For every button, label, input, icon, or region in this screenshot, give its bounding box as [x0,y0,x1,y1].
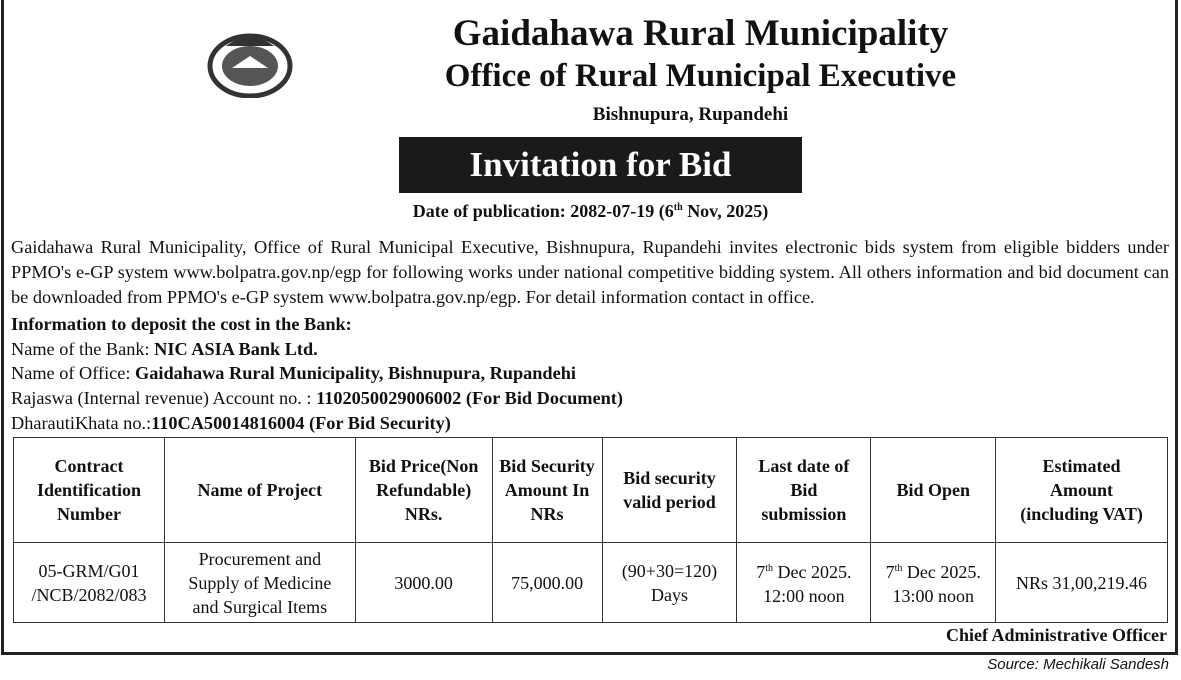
office-title: Office of Rural Municipal Executive [444,58,957,94]
col-header: Bid Open [871,438,996,543]
location: Bishnupura, Rupandehi [592,104,789,125]
col-header: Bid Price(Non Refundable) NRs. [355,438,492,543]
table-row [14,543,1168,623]
col-header: Last date of Bid submission [737,438,871,543]
source-credit: Source: Mechikali Sandesh [987,656,1169,673]
cell-estimate: NRs 31,00,219.46 [996,543,1168,623]
col-header: Name of Project [164,438,355,543]
cell-bid-open: 7th Dec 2025. 13:00 noon [871,543,996,623]
invitation-banner: Invitation for Bid [399,137,802,193]
cell-contract: 05-GRM/G01 /NCB/2082/083 [14,543,165,623]
col-header: Bid security valid period [602,438,737,543]
col-header: Bid Security Amount In NRs [492,438,602,543]
intro-paragraph: Gaidahawa Rural Municipality, Office of Rural Municipal Executive, Bishnupura, Rupandehi invites electronic bids system from eligible bidders under PPMO's e-GP system www.bolpatra.gov.np/egp for following works under national competitive bidding system. All others information and bid document can be downloaded from PPMO's e-GP system www.bolpatra.gov.np/egp. For detail information contact in office. [11,237,1169,307]
publication-date: Date of publication: 2082-07-19 (6th Nov, 2025) [412,201,769,221]
table-header-row [14,438,1168,543]
cell-last-date: 7th Dec 2025. 12:00 noon [737,543,871,623]
col-header: Estimated Amount (including VAT) [996,438,1168,543]
col-header: Contract Identification Number [14,438,165,543]
cell-project: Procurement and Supply of Medicine and Surgical Items [164,543,355,623]
cell-bid-price: 3000.00 [355,543,492,623]
bank-info: Information to deposit the cost in the Bank: Name of the Bank: NIC ASIA Bank Ltd. Name of Office: Gaidahawa Rural Municipality, Bishnupura, Rupandehi Rajaswa (Internal revenue) Account no. : 1102050029006002 (For Bid Document) DharautiKhata no.:110CA50014816004 (For Bid Security) [11,314,623,433]
cell-security: 75,000.00 [492,543,602,623]
bid-table [13,437,1168,623]
signatory: Chief Administrative Officer [946,625,1167,645]
cell-period: (90+30=120) Days [602,543,737,623]
municipality-title: Gaidahawa Rural Municipality [452,13,949,54]
